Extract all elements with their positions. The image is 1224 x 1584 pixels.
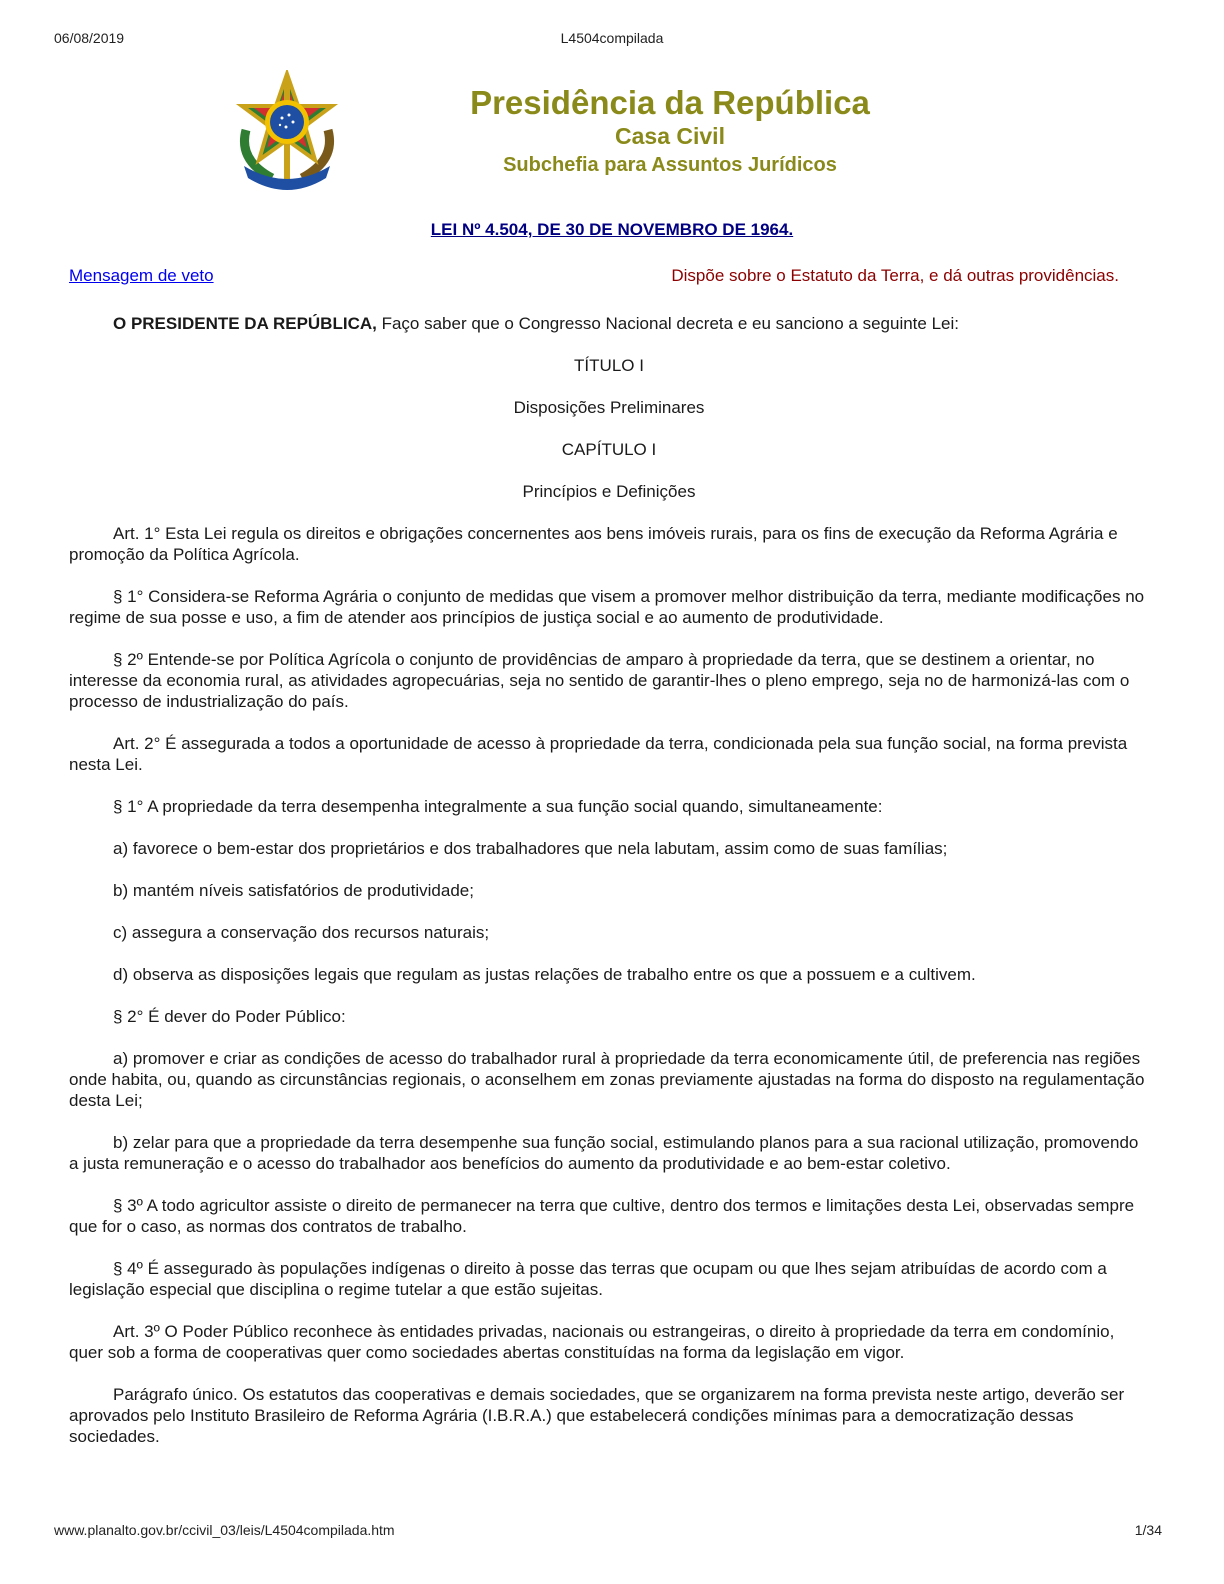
law-paragraph: § 2° É dever do Poder Público: <box>113 1007 346 1026</box>
veto-message-link[interactable]: Mensagem de veto <box>69 266 214 285</box>
law-paragraph: b) zelar para que a propriedade da terra desempenhe sua função social, estimulando planos para a sua racional utilização, promovendo a justa remuneração e o acesso do trabalhador aos benefícios do aumento da produtividade e ao bem-estar coletivo. <box>69 1133 1139 1173</box>
law-paragraph: § 2º Entende-se por Política Agrícola o conjunto de providências de amparo à propriedade da terra, que se destinem a orientar, no interesse da economia rural, as atividades agropecuárias, seja no sentido de garantir-lhes o pleno emprego, seja no de harmonizá-las com o processo de industrialização do país. <box>69 650 1130 711</box>
law-paragraph: Parágrafo único. Os estatutos das cooperativas e demais sociedades, que se organizarem na forma prevista neste artigo, deverão ser aprovados pelo Instituto Brasileiro de Reforma Agrária (I.B.R.A.) que estabelecerá condições mínimas para a democratização dessas sociedades. <box>69 1385 1125 1446</box>
page-number: 1/34 <box>1134 1522 1162 1538</box>
titulo-heading: TÍTULO I <box>574 356 644 375</box>
print-header <box>0 30 1224 50</box>
print-url: www.planalto.gov.br/ccivil_03/leis/L4504compilada.htm <box>54 1522 395 1538</box>
brazil-coat-of-arms-icon <box>232 70 342 190</box>
law-paragraph: b) mantém níveis satisfatórios de produtividade; <box>113 881 474 900</box>
print-date: 06/08/2019 <box>54 30 125 46</box>
law-paragraph: a) favorece o bem-estar dos proprietários e dos trabalhadores que nela labutam, assim como de suas famílias; <box>113 839 948 858</box>
law-paragraph: c) assegura a conservação dos recursos naturais; <box>113 923 490 942</box>
print-document-name: L4504compilada <box>560 30 664 46</box>
law-paragraph: § 3º A todo agricultor assiste o direito de permanecer na terra que cultive, dentro dos termos e limitações desta Lei, observadas sempre que for o caso, as normas dos contratos de trabalho. <box>69 1196 1135 1236</box>
government-header <box>340 84 1000 180</box>
law-paragraph: § 1° Considera-se Reforma Agrária o conjunto de medidas que visem a promover melhor distribuição da terra, mediante modificações no regime de sua posse e uso, a fim de atender aos princípios de justiça social e ao aumento de produtividade. <box>69 587 1145 627</box>
capitulo-heading: CAPÍTULO I <box>561 440 657 459</box>
law-summary: Dispõe sobre o Estatuto da Terra, e dá outras providências. <box>671 266 1119 285</box>
law-paragraph: d) observa as disposições legais que regulam as justas relações de trabalho entre os que a possuem e a cultivem. <box>113 965 976 984</box>
capitulo-name: Princípios e Definições <box>522 482 696 501</box>
law-paragraph: Art. 2° É assegurada a todos a oportunidade de acesso à propriedade da terra, condicionada pela sua função social, na forma prevista nesta Lei. <box>69 734 1128 774</box>
law-paragraph: Art. 3º O Poder Público reconhece às entidades privadas, nacionais ou estrangeiras, o direito à propriedade da terra em condomínio, quer sob a forma de cooperativas quer como sociedades abertas constituídas na forma da legislação em vigor. <box>69 1322 1115 1362</box>
intro-bold: O PRESIDENTE DA REPÚBLICA, <box>113 314 377 333</box>
department-name: Casa Civil <box>615 123 725 149</box>
intro-paragraph <box>69 313 1149 334</box>
law-title-link[interactable]: LEI Nº 4.504, DE 30 DE NOVEMBRO DE 1964. <box>430 220 794 239</box>
subdepartment-name: Subchefia para Assuntos Jurídicos <box>503 154 837 176</box>
intro-text: Faço saber que o Congresso Nacional decreta e eu sanciono a seguinte Lei: <box>376 314 959 333</box>
law-paragraph: Art. 1° Esta Lei regula os direitos e obrigações concernentes aos bens imóveis rurais, para os fins de execução da Reforma Agrária e promoção da Política Agrícola. <box>69 524 1118 564</box>
org-name: Presidência da República <box>470 84 870 121</box>
law-paragraph: a) promover e criar as condições de acesso do trabalhador rural à propriedade da terra economicamente útil, de preferencia nas regiões onde habita, ou, quando as circunstâncias regionais, o aconselhem em zonas previamente ajustadas na forma do disposto na regulamentação desta Lei; <box>69 1049 1145 1110</box>
titulo-name: Disposições Preliminares <box>513 398 705 417</box>
law-paragraph: § 1° A propriedade da terra desempenha integralmente a sua função social quando, simultaneamente: <box>113 797 883 816</box>
law-paragraph: § 4º É assegurado às populações indígenas o direito à posse das terras que ocupam ou que lhes sejam atribuídas de acordo com a legislação especial que disciplina o regime tutelar a que estão sujeitas. <box>69 1259 1107 1299</box>
law-body <box>69 313 1149 1468</box>
